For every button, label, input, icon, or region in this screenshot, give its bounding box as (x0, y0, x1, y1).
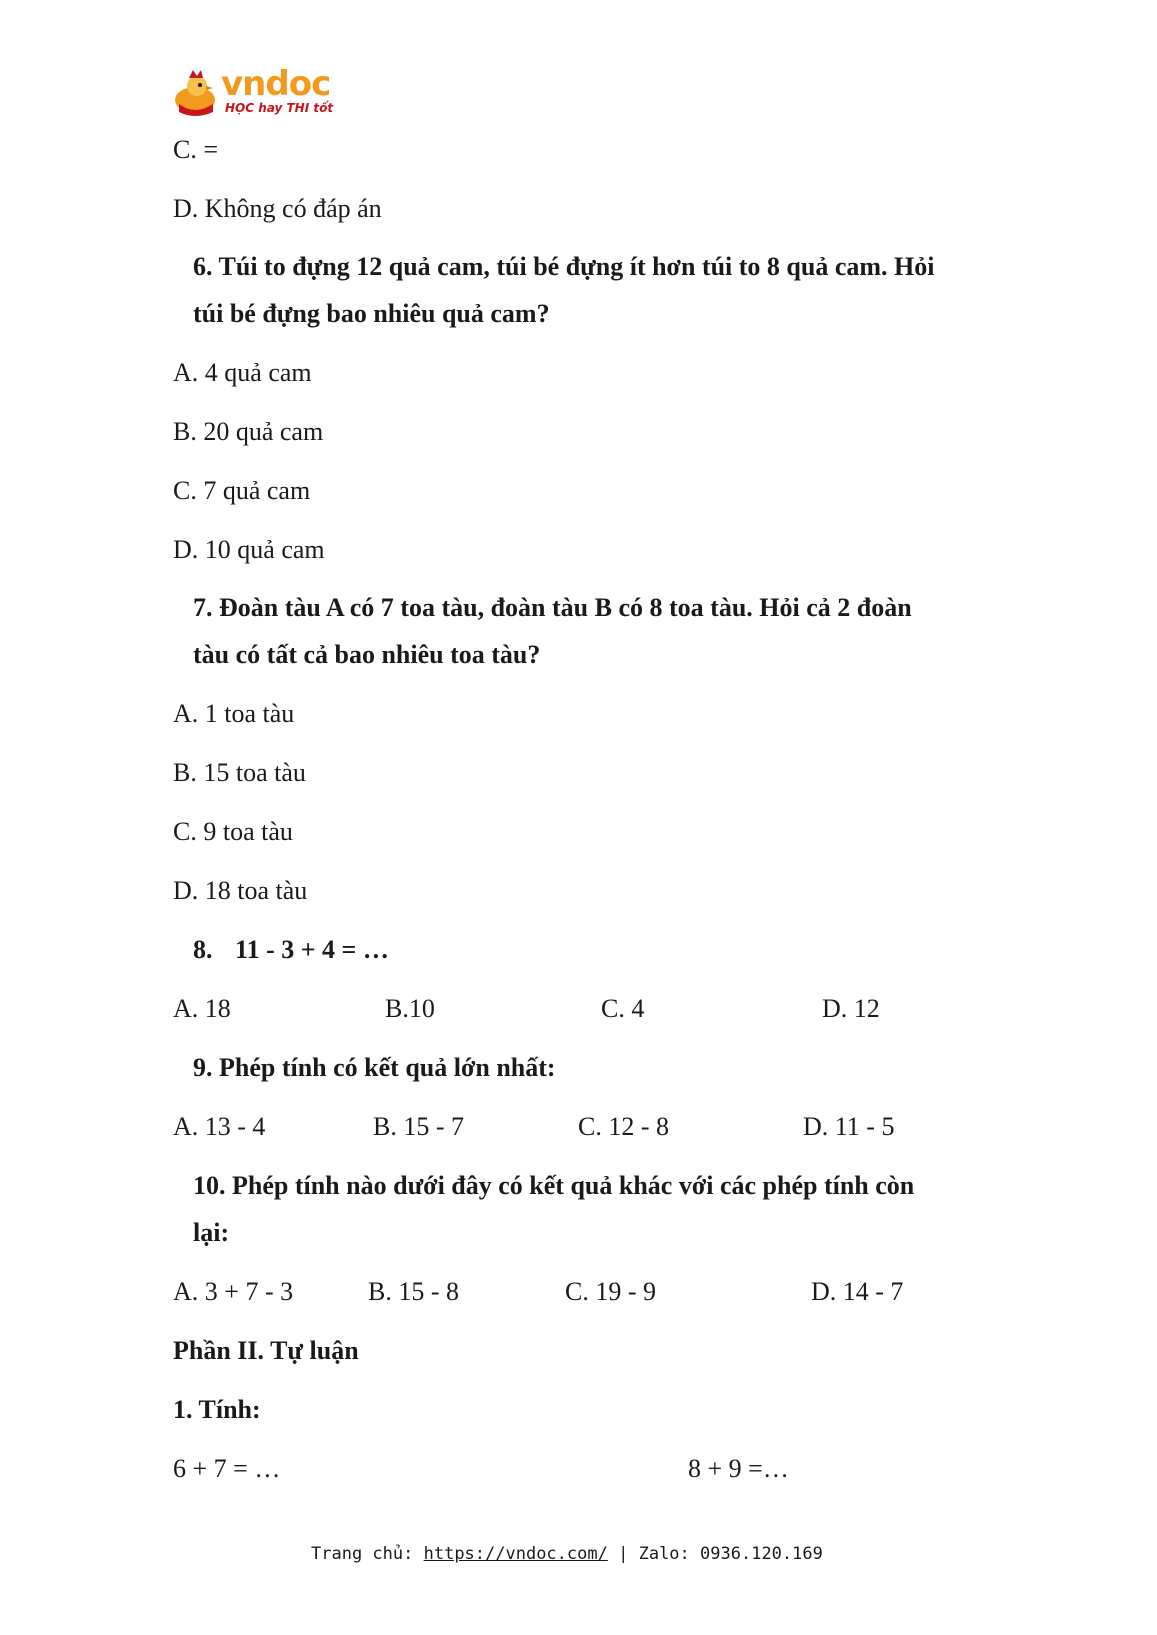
footer-separator: | (618, 1544, 629, 1564)
part2-sub1: 1. Tính: (173, 1395, 261, 1424)
q8-option-b: B.10 (385, 994, 435, 1023)
calc-right: 8 + 9 =… (688, 1454, 789, 1483)
q10-text-line2: lại: (193, 1218, 230, 1247)
q8-option-d: D. 12 (822, 994, 880, 1023)
q9-title: 9. Phép tính có kết quả lớn nhất: (193, 1053, 556, 1082)
q7-text-line2: tàu có tất cả bao nhiêu toa tàu? (193, 640, 541, 669)
q10-option-b: B. 15 - 8 (368, 1277, 459, 1306)
footer-home-link[interactable]: https://vndoc.com/ (423, 1544, 608, 1564)
q6-option-c: C. 7 quả cam (173, 476, 311, 505)
q6-option-a: A. 4 quả cam (173, 358, 312, 387)
q8-option-a: A. 18 (173, 994, 231, 1023)
logo-brand-text: vndoc (221, 64, 331, 104)
footer-home-label: Trang chủ: (311, 1544, 414, 1564)
q6-option-b: B. 20 quả cam (173, 417, 324, 446)
q9-option-d: D. 11 - 5 (803, 1112, 895, 1141)
q7-option-b: B. 15 toa tàu (173, 758, 306, 787)
q8-expression: 11 - 3 + 4 = … (235, 935, 389, 964)
q8-number: 8. (193, 935, 213, 964)
calc-left: 6 + 7 = … (173, 1454, 281, 1483)
footer-zalo-number: 0936.120.169 (700, 1544, 823, 1564)
q9-option-a: A. 13 - 4 (173, 1112, 266, 1141)
q7-option-a: A. 1 toa tàu (173, 699, 295, 728)
q10-text-line1: 10. Phép tính nào dưới đây có kết quả khác với các phép tính còn (193, 1171, 915, 1200)
vndoc-logo[interactable] (173, 64, 334, 122)
q6-option-d: D. 10 quả cam (173, 535, 325, 564)
q6-text-line2: túi bé đựng bao nhiêu quả cam? (193, 299, 550, 328)
prev-option-c: C. = (173, 135, 219, 164)
logo-tagline: HỌC hay THI tốt (225, 101, 334, 115)
part2-heading: Phần II. Tự luận (173, 1336, 359, 1365)
q10-option-a: A. 3 + 7 - 3 (173, 1277, 294, 1306)
q9-option-b: B. 15 - 7 (373, 1112, 464, 1141)
footer-zalo-label: Zalo: (638, 1544, 690, 1564)
q9-option-c: C. 12 - 8 (578, 1112, 669, 1141)
q7-text-line1: 7. Đoàn tàu A có 7 toa tàu, đoàn tàu B có 8 toa tàu. Hỏi cả 2 đoàn (193, 593, 912, 622)
q10-option-c: C. 19 - 9 (565, 1277, 656, 1306)
footer (311, 1543, 823, 1565)
q8-option-c: C. 4 (601, 994, 645, 1023)
q7-option-c: C. 9 toa tàu (173, 817, 293, 846)
prev-option-d: D. Không có đáp án (173, 194, 382, 223)
q6-text-line1: 6. Túi to đựng 12 quả cam, túi bé đựng ít hơn túi to 8 quả cam. Hỏi (193, 252, 935, 281)
q7-option-d: D. 18 toa tàu (173, 876, 308, 905)
rooster-mascot-icon (173, 70, 221, 118)
q10-option-d: D. 14 - 7 (811, 1277, 904, 1306)
